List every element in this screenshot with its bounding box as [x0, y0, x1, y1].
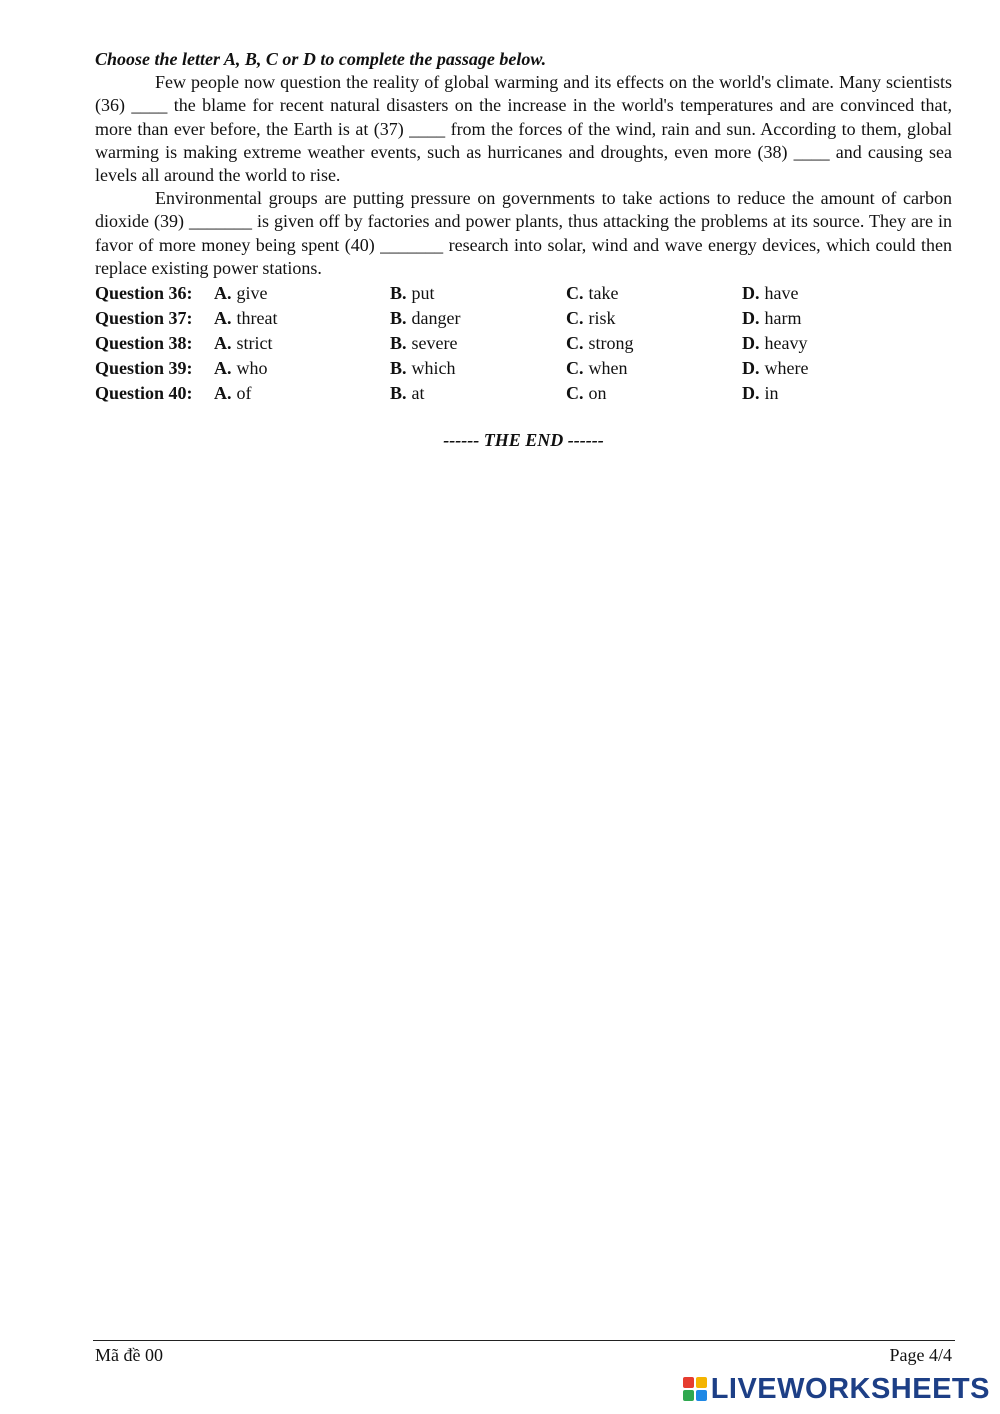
option-letter: A. [214, 333, 232, 354]
option-b[interactable] [390, 306, 566, 331]
option-letter: D. [742, 283, 760, 304]
option-a[interactable] [214, 381, 390, 406]
option-letter: A. [214, 358, 232, 379]
question-label: Question 37: [95, 308, 193, 329]
option-b[interactable] [390, 281, 566, 306]
option-text: give [236, 283, 268, 304]
option-text: heavy [764, 333, 808, 354]
option-text: of [236, 383, 252, 404]
question-37 [95, 306, 952, 331]
option-text: in [764, 383, 779, 404]
footer-divider [93, 1340, 955, 1341]
option-text: threat [236, 308, 278, 329]
logo-square [683, 1390, 694, 1401]
option-letter: A. [214, 308, 232, 329]
option-text: severe [411, 333, 458, 354]
option-d[interactable] [742, 356, 918, 381]
question-39 [95, 356, 952, 381]
option-letter: D. [742, 358, 760, 379]
option-text: who [236, 358, 268, 379]
instruction: Choose the letter A, B, C or D to complete the passage below. [95, 49, 547, 69]
option-text: at [411, 383, 425, 404]
question-36 [95, 281, 952, 306]
option-letter: C. [566, 333, 584, 354]
option-letter: A. [214, 283, 232, 304]
option-letter: B. [390, 283, 407, 304]
option-c[interactable] [566, 281, 742, 306]
option-text: harm [764, 308, 802, 329]
question-list [95, 281, 952, 406]
option-a[interactable] [214, 356, 390, 381]
option-letter: D. [742, 383, 760, 404]
question-label: Question 38: [95, 333, 193, 354]
option-text: risk [588, 308, 616, 329]
passage-paragraph-1: Few people now question the reality of global warming and its effects on the world's climate. Many scientists (36) ____ the blame for recent natural disasters on the increase in the world's temperatures and are convinced that, more than ever before, the Earth is at (37) ____ from the forces of the wind, rain and sun. According to them, global warming is making extreme weather events, such as hurricanes and droughts, even more (38) ____ and causing sea levels all around the world to rise. [95, 72, 952, 186]
option-text: on [588, 383, 607, 404]
question-40 [95, 381, 952, 406]
option-d[interactable] [742, 331, 918, 356]
liveworksheets-logo[interactable] [683, 1373, 990, 1405]
option-c[interactable] [566, 331, 742, 356]
option-c[interactable] [566, 356, 742, 381]
option-b[interactable] [390, 356, 566, 381]
option-a[interactable] [214, 281, 390, 306]
option-letter: C. [566, 283, 584, 304]
option-letter: B. [390, 383, 407, 404]
passage-paragraph-2: Environmental groups are putting pressure on governments to take actions to reduce the amount of carbon dioxide (39) _______ is given off by factories and power plants, thus attacking the problems at its source. They are in favor of more money being spent (40) _______ research into solar, wind and wave energy devices, which could then replace existing power stations. [95, 188, 952, 278]
option-letter: D. [742, 308, 760, 329]
option-letter: B. [390, 358, 407, 379]
option-text: put [411, 283, 435, 304]
option-c[interactable] [566, 306, 742, 331]
option-letter: C. [566, 383, 584, 404]
option-text: when [588, 358, 628, 379]
option-a[interactable] [214, 331, 390, 356]
option-text: danger [411, 308, 461, 329]
option-letter: A. [214, 383, 232, 404]
option-letter: D. [742, 333, 760, 354]
the-end-marker: ------ THE END ------ [443, 430, 604, 450]
logo-square [696, 1390, 707, 1401]
option-d[interactable] [742, 306, 918, 331]
question-label: Question 40: [95, 383, 193, 404]
page-number: Page 4/4 [889, 1345, 952, 1365]
option-text: strong [588, 333, 634, 354]
option-c[interactable] [566, 381, 742, 406]
option-text: take [588, 283, 619, 304]
option-text: strict [236, 333, 273, 354]
logo-square [696, 1377, 707, 1388]
question-label: Question 39: [95, 358, 193, 379]
liveworksheets-logo-icon [683, 1377, 707, 1401]
worksheet-content [95, 48, 952, 406]
exam-code: Mã đề 00 [95, 1345, 163, 1365]
option-letter: C. [566, 358, 584, 379]
option-letter: B. [390, 333, 407, 354]
option-letter: C. [566, 308, 584, 329]
question-label: Question 36: [95, 283, 193, 304]
option-d[interactable] [742, 281, 918, 306]
option-letter: B. [390, 308, 407, 329]
logo-text: LIVEWORKSHEETS [710, 1373, 990, 1405]
option-text: where [764, 358, 809, 379]
option-a[interactable] [214, 306, 390, 331]
question-38 [95, 331, 952, 356]
option-d[interactable] [742, 381, 918, 406]
option-text: have [764, 283, 799, 304]
option-b[interactable] [390, 331, 566, 356]
logo-square [683, 1377, 694, 1388]
option-b[interactable] [390, 381, 566, 406]
option-text: which [411, 358, 456, 379]
